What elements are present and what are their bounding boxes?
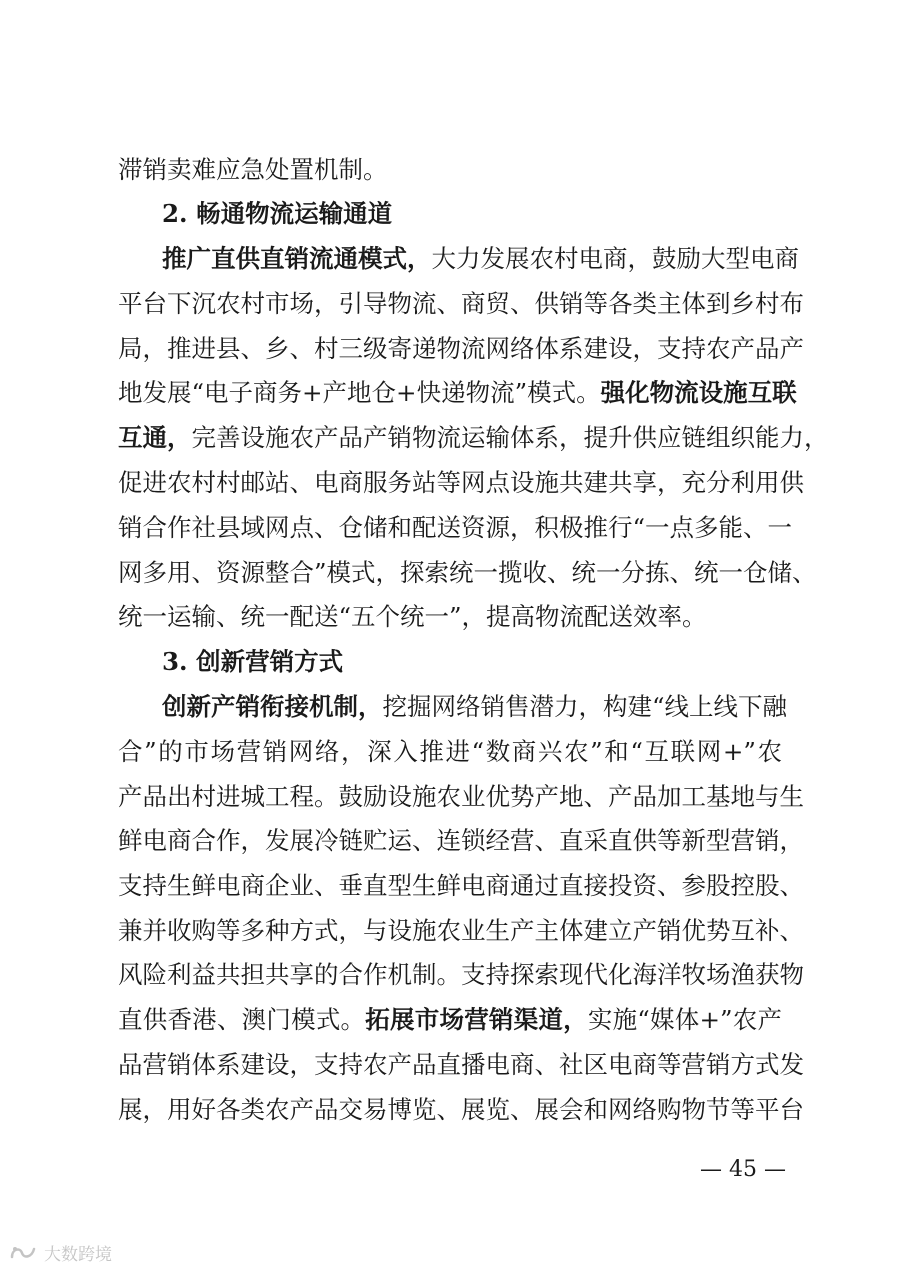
paragraph-line: 平台下沉农村市场，引导物流、商贸、供销等各类主体到乡村布 <box>118 289 804 318</box>
paragraph-line: 地发展“电子商务+产地仓+快递物流”模式。强化物流设施互联 <box>118 378 797 407</box>
page-number: — 45 — <box>700 1157 786 1182</box>
paragraph-line: 创新产销衔接机制，挖掘网络销售潜力，构建“线上线下融 <box>162 692 788 721</box>
paragraph-line: 推广直供直销流通模式，大力发展农村电商，鼓励大型电商 <box>162 244 799 273</box>
paragraph-line: 品营销体系建设，支持农产品直播电商、社区电商等营销方式发 <box>118 1050 804 1079</box>
paragraph-line: 局，推进县、乡、村三级寄递物流网络体系建设，支持农产品产 <box>118 334 804 363</box>
watermark-logo-icon <box>8 1243 38 1263</box>
watermark <box>8 1240 112 1265</box>
paragraph-line: 支持生鲜电商企业、垂直型生鲜电商通过直接投资、参股控股、 <box>118 871 804 900</box>
watermark-text: 大数跨境 <box>44 1245 112 1265</box>
paragraph-line: 直供香港、澳门模式。拓展市场营销渠道，实施“媒体+”农产 <box>118 1005 783 1034</box>
paragraph-line: 滞销卖难应急处置机制。 <box>118 155 388 184</box>
paragraph-line: 风险利益共担共享的合作机制。支持探索现代化海洋牧场渔获物 <box>118 960 804 989</box>
paragraph-line: 网多用、资源整合”模式，探索统一揽收、统一分拣、统一仓储、 <box>118 558 817 587</box>
paragraph-line: 兼并收购等多种方式，与设施农业生产主体建立产销优势互补、 <box>118 916 804 945</box>
section-heading-2: 2. 畅通物流运输通道 <box>162 199 393 228</box>
paragraph-line: 销合作社县域网点、仓储和配送资源，积极推行“一点多能、一 <box>118 513 793 542</box>
paragraph-line: 产品出村进城工程。鼓励设施农业优势产地、产品加工基地与生 <box>118 782 804 811</box>
paragraph-line: 统一运输、统一配送“五个统一”，提高物流配送效率。 <box>118 602 707 631</box>
paragraph-line: 合”的市场营销网络，深入推进“数商兴农”和“互联网+”农 <box>118 737 782 766</box>
section-heading-3: 3. 创新营销方式 <box>162 647 344 676</box>
paragraph-line: 促进农村村邮站、电商服务站等网点设施共建共享，充分利用供 <box>118 468 804 497</box>
paragraph-line: 展，用好各类农产品交易博览、展览、展会和网络购物节等平台 <box>118 1095 804 1124</box>
paragraph-line: 互通，完善设施农产品产销物流运输体系，提升供应链组织能力， <box>118 423 829 452</box>
paragraph-line: 鲜电商合作，发展冷链贮运、连锁经营、直采直供等新型营销， <box>118 826 804 855</box>
